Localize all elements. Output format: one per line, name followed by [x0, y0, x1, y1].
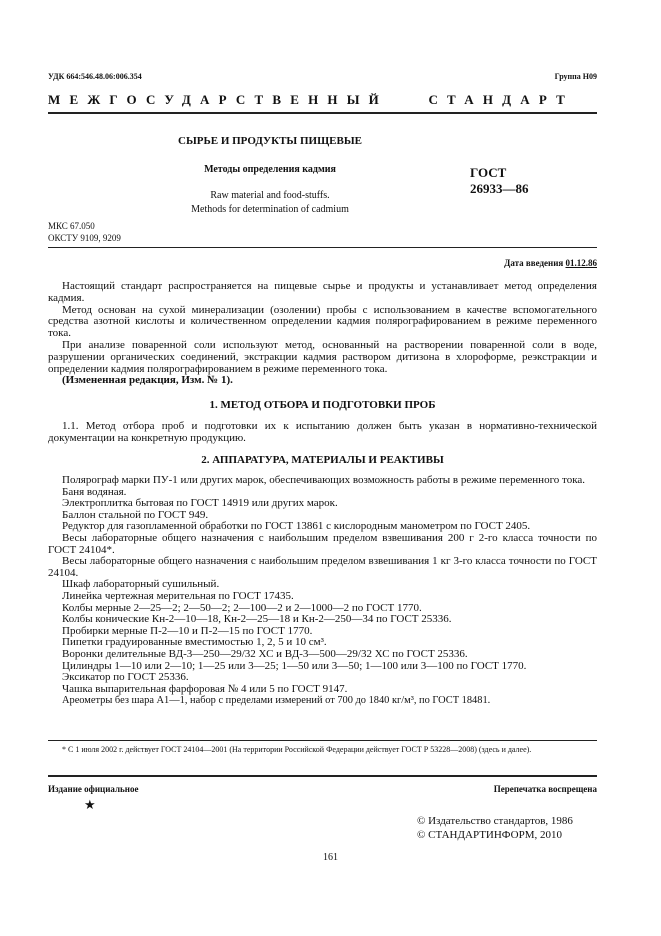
equipment-item: Баня водяная. [62, 485, 127, 498]
equipment-item: Электроплитка бытовая по ГОСТ 14919 или других марок. [62, 497, 338, 510]
equipment-item: Цилиндры 1—10 или 2—10; 1—25 или 3—25; 1—50 или 3—50; 1—100 или 3—100 по ГОСТ 1770. [62, 659, 527, 672]
intro-date [504, 258, 597, 268]
equipment-item: Пипетки градуированные вместимостью 1, 2, 5 и 10 см³. [62, 636, 327, 649]
section-2-title: 2. АППАРАТУРА, МАТЕРИАЛЫ И РЕАКТИВЫ [201, 454, 444, 466]
english-title-line2: Methods for determination of cadmium [191, 204, 349, 215]
footnote: * С 1 июля 2002 г. действует ГОСТ 24104—2001 (На территории Российской Федерации действует ГОСТ Р 53228—2008) (здесь и далее). [62, 745, 532, 754]
intro-date-label: Дата введения [504, 258, 564, 268]
section-1-title: 1. МЕТОД ОТБОРА И ПОДГОТОВКИ ПРОБ [209, 399, 436, 411]
equipment-item: Редуктор для газопламенной обработки по ГОСТ 13861 с кислородным манометром по ГОСТ 2405. [62, 520, 531, 533]
equipment-item: Баллон стальной по ГОСТ 949. [62, 508, 209, 521]
page-number: 161 [323, 852, 338, 863]
equipment-item: Полярограф марки ПУ-1 или других марок, обеспечивающих возможность работы в режиме переменного тока. [62, 474, 586, 486]
equipment-item: Эксикатор по ГОСТ 25336. [62, 671, 189, 684]
equipment-item: Весы лабораторные общего назначения с наибольшим пределом взвешивания 200 г 2-го класса точности по ГОСТ 24104*. [48, 531, 597, 556]
intro-block [48, 281, 597, 387]
reprint-prohibited: Перепечатка воспрещена [493, 784, 597, 794]
equipment-item: Весы лабораторные общего назначения с наибольшим пределом взвешивания 1 кг 3-го класса точности по ГОСТ 24104. [48, 555, 597, 579]
intro-paragraph-2: Метод основан на сухой минерализации (озолении) пробы с использованием в качестве вспомогательного средства азотной кислоты и количественном определении кадмия полярографированием в режиме переменного тока. [48, 303, 597, 340]
copyright-line-1: © Издательство стандартов, 1986 [417, 815, 573, 827]
document-subtitle: Методы определения кадмия [204, 164, 336, 175]
footer-rule [48, 775, 597, 777]
group-code: Группа Н09 [554, 72, 597, 81]
equipment-list [48, 475, 597, 707]
intro-paragraph-3: При анализе поваренной соли используют метод, основанный на растворении поваренной соли в воде, разрушении органических соединений, экстракции кадмия раствором дитизона в хлороформе, реэкстракции и определении кадмия полярографированием в режиме переменного тока. [48, 338, 597, 375]
amendment-note: (Измененная редакция, Изм. № 1). [62, 374, 233, 387]
header-rule [48, 112, 597, 114]
gost-label: ГОСТ [470, 165, 507, 180]
equipment-item: Линейка чертежная мерительная по ГОСТ 17435. [62, 589, 294, 602]
section-1-paragraph: 1.1. Метод отбора проб и подготовки их к испытанию должен быть указан в нормативно-технической документации на конкретную продукцию. [48, 420, 597, 444]
section-1-body [48, 421, 597, 445]
equipment-item: Пробирки мерные П-2—10 и П-2—15 по ГОСТ 1770. [62, 624, 313, 637]
document-title: СЫРЬЕ И ПРОДУКТЫ ПИЩЕВЫЕ [178, 135, 362, 147]
equipment-item: Ареометры без шара А1—1, набор с пределами измерений от 700 до 1840 кг/м³, по ГОСТ 18481. [62, 695, 491, 707]
equipment-item: Колбы конические Кн-2—10—18, Кн-2—25—18 и Кн-2—250—34 по ГОСТ 25336. [62, 613, 452, 626]
intro-paragraph-1: Настоящий стандарт распространяется на пищевые сырье и продукты и устанавливает метод определения кадмия. [48, 280, 597, 304]
copyright-block [417, 814, 597, 842]
gost-number: 26933—86 [470, 181, 529, 196]
equipment-item: Чашка выпарительная фарфоровая № 4 или 5 по ГОСТ 9147. [62, 682, 348, 695]
english-title-line1: Raw material and food-stuffs. [210, 190, 330, 201]
mks-code: МКС 67.050 [48, 221, 95, 231]
udk-code: УДК 664:546.48.06:006.354 [48, 72, 142, 81]
okstu-code: ОКСТУ 9109, 9209 [48, 233, 121, 243]
equipment-item: Шкаф лабораторный сушильный. [62, 578, 220, 591]
copyright-line-2: © СТАНДАРТИНФОРМ, 2010 [417, 829, 562, 841]
official-edition: Издание официальное [48, 784, 139, 794]
equipment-item: Воронки делительные ВД-3—250—29/32 ХС и ВД-3—500—29/32 ХС по ГОСТ 25336. [62, 647, 468, 660]
banner-text: МЕЖГОСУДАРСТВЕННЫЙ СТАНДАРТ [48, 92, 575, 107]
footnote-rule [48, 740, 597, 741]
equipment-item: Колбы мерные 2—25—2; 2—50—2; 2—100—2 и 2—1000—2 по ГОСТ 1770. [62, 601, 422, 614]
title-rule [48, 247, 597, 248]
interstate-standard-banner [48, 92, 608, 108]
star-icon: ★ [84, 797, 96, 812]
intro-date-value: 01.12.86 [565, 258, 597, 268]
